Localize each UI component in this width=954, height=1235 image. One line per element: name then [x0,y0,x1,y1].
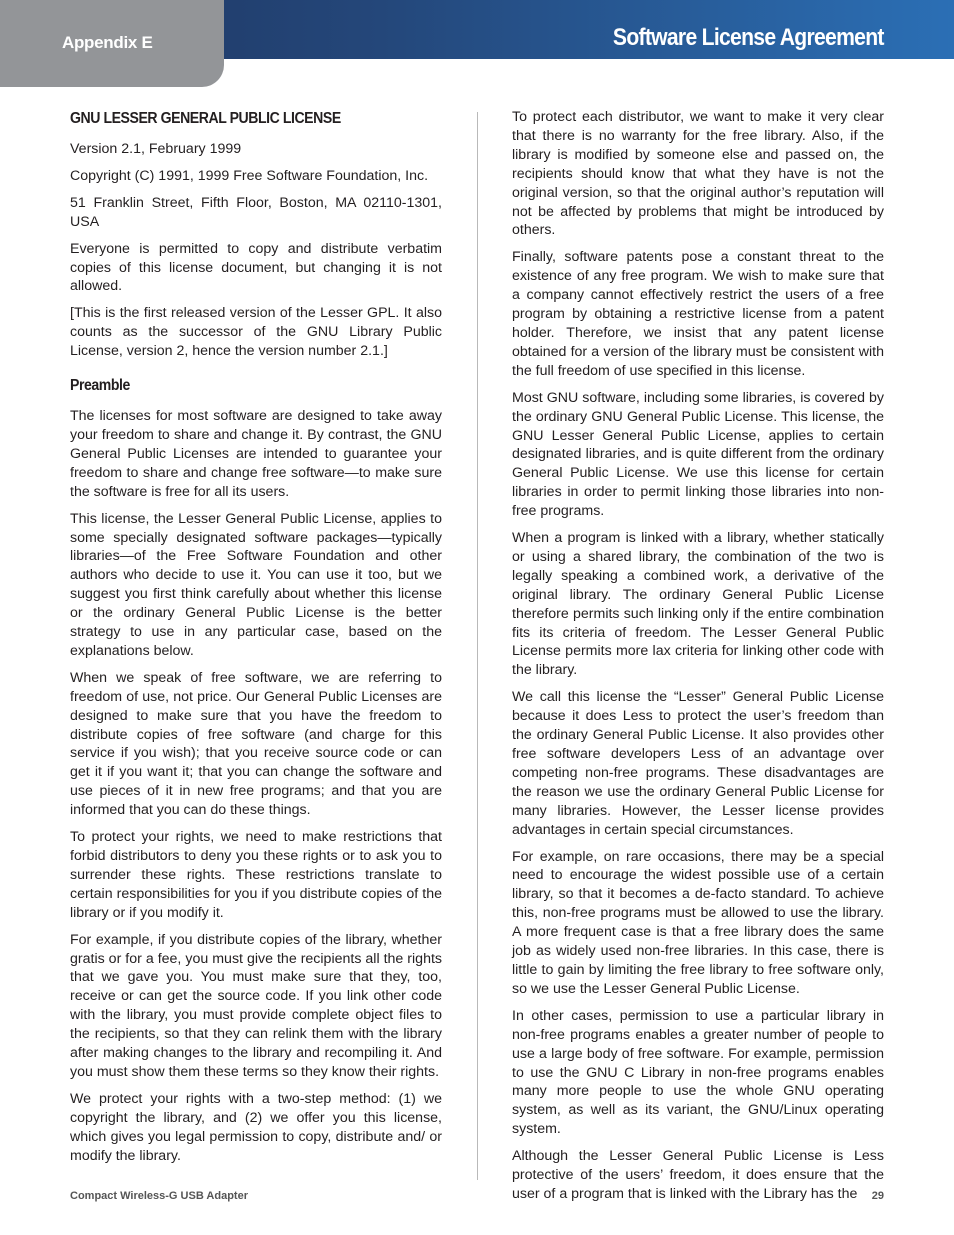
paragraph: For example, on rare occasions, there may be a special need to encourage the widest possible use of a certain library, so that it becomes a de-facto standard. To achieve this, non-free programs must be allowed to use the library. A more frequent case is that a free library does the same job as widely used non-free libraries. In this case, there is little to gain by limiting the free library to free software only, so we use the Lesser General Public License. [512,848,884,997]
paragraph: [This is the first released version of the Lesser GPL. It also counts as the successor of the GNU Library Public License, version 2, hence the version number 2.1.] [70,305,442,360]
paragraph: Although the Lesser General Public License is Less protective of the users’ freedom, it does ensure that the user of a program that is linked with the Library has the [512,1148,884,1202]
paragraph: The licenses for most software are designed to take away your freedom to share and change it. By contrast, the GNU General Public Licenses are intended to guarantee your freedom to share and change free software—to make sure the software is free for all its users. [70,408,442,500]
paragraph: To protect your rights, we need to make restrictions that forbid distributors to deny you these rights or to ask you to surrender these rights. These restrictions translate to certain responsibilities for you if you distribute copies of the library or if you modify it. [70,829,442,921]
paragraph: Everyone is permitted to copy and distribute verbatim copies of this license document, but changing it is not allowed. [70,240,442,295]
paragraph: To protect each distributor, we want to make it very clear that there is no warranty for the free library. Also, if the library is modified by someone else and passed on, the recipients should know that what they have is not the original version, so that the original author’s reputation will not be affected by problems that might be introduced by others. [512,109,884,239]
paragraph: In other cases, permission to use a particular library in non-free programs enables a greater number of people to use a large body of free software. For example, permission to use the GNU C Library in non-free programs enables many more people to use the whole GNU operating system, as well as its variant, the GNU/Linux operating system. [512,1007,884,1138]
paragraph: Version 2.1, February 1999 [70,141,242,157]
column-divider [477,112,478,1180]
page-title: Software License Agreement [613,24,884,51]
appendix-label: Appendix E [62,33,153,52]
right-column [512,108,884,1212]
paragraph: When we speak of free software, we are referring to freedom of use, not price. Our General Public Licenses are designed to make sure that you have the freedom to distribute copies of free software (and charge for this service if you wish); that you receive source code or can get it if you want it; that you can change the software and use pieces of it in new free programs; and that you are informed that you can do these things. [70,669,442,819]
paragraph: We protect your rights with a two-step method: (1) we copyright the library, and (2) we offer you this license, which gives you legal permission to copy, distribute and/ or modify the library. [70,1090,442,1164]
paragraph: For example, if you distribute copies of the library, whether gratis or for a fee, you must give the recipients all the rights that we gave you. You must make sure that they, too, receive or can get the source code. If you link other code with the library, you must provide complete object files to the recipients, so that they can relink them with the library after making changes to the library and recompiling it. And you must show them these terms so they know their rights. [70,931,442,1080]
paragraph: Finally, software patents pose a constant threat to the existence of any free program. We wish to make sure that a company cannot effectively restrict the users of a free program by obtaining a restrictive license from a patent holder. Therefore, we insist that any patent license obtained for a version of the library must be consistent with the full freedom of use specified in this license. [512,249,884,379]
page-number: 29 [871,1190,884,1202]
paragraph: When a program is linked with a library, whether statically or using a shared library, the combination of the two is legally speaking a combined work, a derivative of the original library. The ordinary General Public License therefore permits such linking only if the entire combination fits its criteria of freedom. The Lesser General Public License permits more lax criteria for linking other code with the library. [512,530,884,679]
paragraph: Most GNU software, including some libraries, is covered by the ordinary GNU General Public License. This license, the GNU Lesser General Public License, applies to certain designated libraries, and is quite different from the ordinary General Public License. We use this license for certain libraries in order to permit linking those libraries into non-free programs. [512,389,884,520]
preamble-heading: Preamble [70,377,130,395]
appendix-tab [0,0,224,87]
paragraph: 51 Franklin Street, Fifth Floor, Boston, MA 02110-1301, USA [70,194,442,230]
paragraph: This license, the Lesser General Public License, applies to some specially designated software packages—typically libraries—of the Free Software Foundation and other authors who decide to use it. You can use it too, but we suggest you first think carefully about whether this license or the ordinary General Public License is the better strategy to use in any particular case, based on the explanations below. [70,510,442,659]
license-heading: GNU LESSER GENERAL PUBLIC LICENSE [70,110,341,127]
paragraph: We call this license the “Lesser” General Public License because it does Less to protect the user’s freedom than the ordinary General Public License. It also provides other free software developers Less of an advantage over competing non-free programs. These disadvantages are the reason we use the ordinary General Public License for many libraries. However, the Lesser license provides advantages in certain special circumstances. [512,689,884,838]
left-column [70,108,442,1174]
footer-product: Compact Wireless-G USB Adapter [70,1190,248,1202]
paragraph: Copyright (C) 1991, 1999 Free Software Foundation, Inc. [70,167,429,184]
